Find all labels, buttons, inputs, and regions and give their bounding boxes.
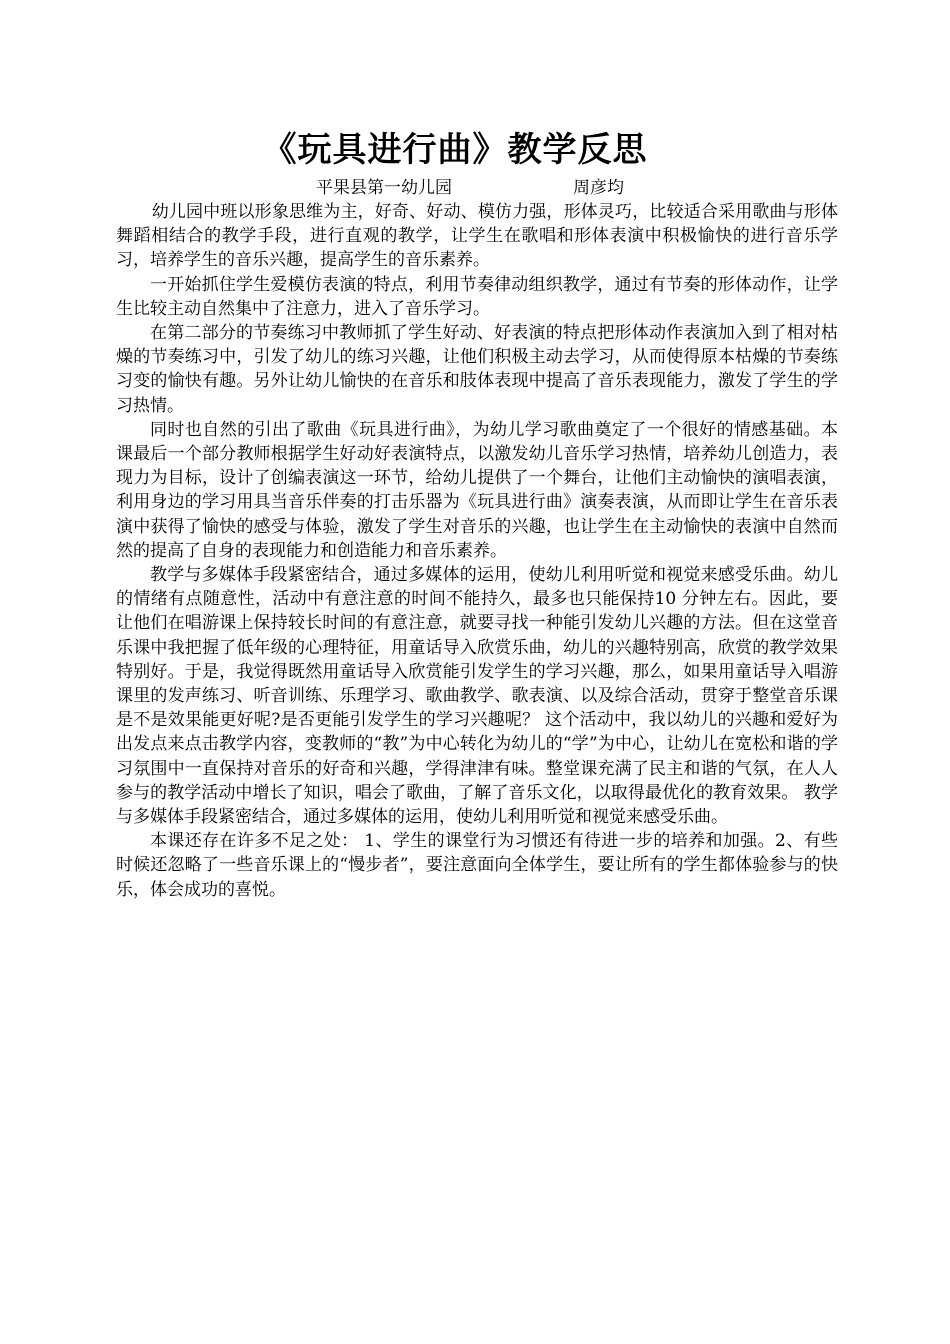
paragraph-shortcomings: 本课还存在许多不足之处： 1、学生的课堂行为习惯还有待进一步的培养和加强。2、有些时候还忽略了一些音乐课上的“慢步者”，要注意面向全体学生，要让所有的学生都体验参与的快乐，体会成功的喜悦。 bbox=[116, 831, 838, 900]
school-name: 平果县第一幼儿园 bbox=[316, 178, 452, 198]
paragraph-opening: 一开始抓住学生爱模仿表演的特点，利用节奏律动组织教学，通过有节奏的形体动作，让学生比较主动自然集中了注意力，进入了音乐学习。 bbox=[116, 274, 838, 319]
paragraph-rhythm-practice: 在第二部分的节奏练习中教师抓了学生好动、好表演的特点把形体动作表演加入到了相对枯燥的节奏练习中，引发了幼儿的练习兴趣，让他们积极主动去学习，从而使得原本枯燥的节奏练习变的愉快有趣。另外让幼儿愉快的在音乐和肢体表现中提高了音乐表现能力，激发了学生的学习热情。 bbox=[116, 323, 838, 416]
author-name: 周彦均 bbox=[573, 178, 624, 198]
paragraph-intro: 幼儿园中班以形象思维为主，好奇、好动、模仿力强，形体灵巧，比较适合采用歌曲与形体舞蹈相结合的教学手段，进行直观的教学，让学生在歌唱和形体表演中积极愉快的进行音乐学习，培养学生的音乐兴趣，提高学生的音乐素养。 bbox=[116, 202, 838, 271]
document-body bbox=[116, 200, 838, 902]
byline bbox=[0, 176, 950, 200]
paragraph-multimedia: 教学与多媒体手段紧密结合，通过多媒体的运用，使幼儿利用听觉和视觉来感受乐曲。幼儿的情绪有点随意性，活动中有意注意的时间不能持久，最多也只能保持10 分钟左右。因此，要让他们在唱游课上保持较长时间的有意注意，就要寻找一种能引发幼儿兴趣的方法。但在这堂音乐课中我把握了低年级的心理特征，用童话导入欣赏乐曲，幼儿的兴趣特别高，欣赏的教学效果特别好。于是，我觉得既然用童话导入欣赏能引发学生的学习兴趣，那么，如果用童话导入唱游课里的发声练习、听音训练、乐理学习、歌曲教学、歌表演、以及综合活动，贯穿于整堂音乐课是不是效果能更好呢?是否更能引发学生的学习兴趣呢？ 这个活动中，我以幼儿的兴趣和爱好为出发点来点击教学内容，变教师的“教”为中心转化为幼儿的“学”为中心，让幼儿在宽松和谐的学习氛围中一直保持对音乐的好奇和兴趣，学得津津有味。整堂课充满了民主和谐的气氛，在人人参与的教学活动中增长了知识，唱会了歌曲，了解了音乐文化，以取得最优化的教育效果。 教学与多媒体手段紧密结合，通过多媒体的运用，使幼儿利用听觉和视觉来感受乐曲。 bbox=[116, 565, 838, 828]
document-title: 《玩具进行曲》教学反思 bbox=[262, 130, 648, 170]
paragraph-song-performance: 同时也自然的引出了歌曲《玩具进行曲》，为幼儿学习歌曲奠定了一个很好的情感基础。本课最后一个部分教师根据学生好动好表演特点，以激发幼儿音乐学习热情，培养幼儿创造力，表现力为目标，设计了创编表演这一环节，给幼儿提供了一个舞台，让他们主动愉快的演唱表演，利用身边的学习用具当音乐伴奏的打击乐器为《玩具进行曲》演奏表演，从而即让学生在音乐表演中获得了愉快的感受与体验，激发了学生对音乐的兴趣，也让学生在主动愉快的表演中自然而然的提高了自身的表现能力和创造能力和音乐素养。 bbox=[116, 419, 838, 561]
